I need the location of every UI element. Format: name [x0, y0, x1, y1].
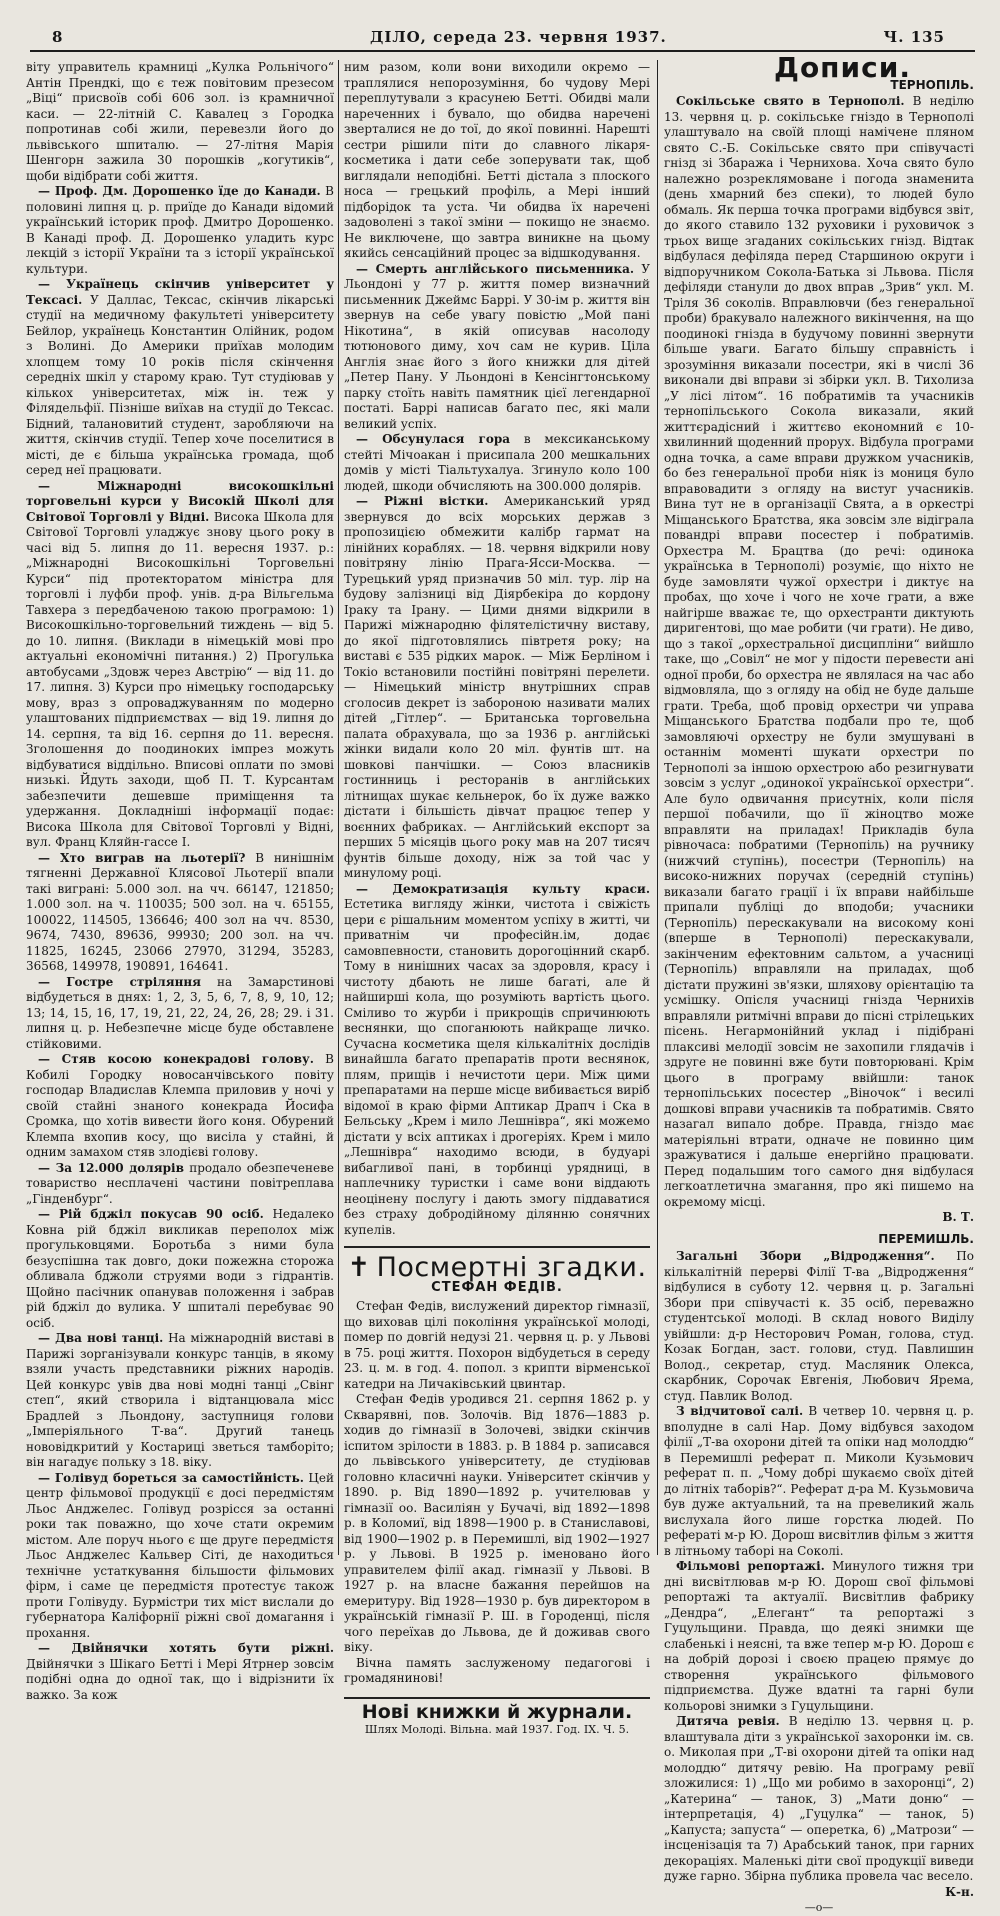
headline: Загальні Збори „Відродження“. — [676, 1249, 935, 1263]
headline: — Ріжні вістки. — [356, 494, 489, 508]
article-text: У Даллас, Тексас, скінчив лікарські студії на медичному факультеті університету Бейлор, українець Константин Олійник, родом з Волині. До Америки приїхав молодим хлопцем тому 10 років після скінчення середніх шкіл у старому краю. Тут студіював у кількох університетах, між ін. теж у Філядельфії. Пізніше виїхав на студії до Тексас. Бідний, талановитий студент, заробляючи на життя, скінчив студії. Тепер хоче поселитися в місті, де є більша українська громада, щоб серед неї працювати. — [26, 292, 334, 477]
headline: — Голівуд бореться за самостійність. — [38, 1470, 304, 1485]
news-item — [26, 1641, 334, 1703]
cross-icon: ✝ — [347, 1252, 371, 1283]
headline: — Міжнародні високошкільні торговельні курси у Високій Школі для Світової Торговлі у Відні. — [26, 478, 334, 524]
article-text: Висока Школа для Світової Торговлі уладжує знову цього року в часі від 5. липня до 11. вересня 1937. р.: „Міжнародні Високошкільні Торговельні Курси“ під протекторатом міністра для торговлі і луфби проф. унів. д-ра Вільгельма Тавхера з передбаченою такою програмою: 1) Високошкільно-торговельний тиждень — від 5. до 10. липня. (Виклади в німецькій мові про актуальні економічні питання.) 2) Прогулька автобусами „Здовж через Австрію“ — від 11. до 17. липня. 3) Курси про німецьку господарську мову, враз з опроваджуванням по модерно улаштованих підприємствах — від 19. липня до 14. серпня, та від 16. серпня до 11. вересня. Зголошення до поодиноких імпрез можуть відбуватися віддільно. Вписові оплати по змові низькі. Йдуть заходи, щоб П. Т. Курсантам забезпечити дешевше приміщення та удержання. Докладніші інформації подає: Висока Школа для Світової Торговлі у Відні, вул. Франц Кляйн-гассе І. — [26, 509, 334, 849]
article-text: Цей центр фільмової продукції є досі передмістям Льос Анджелес. Голівуд розрісся за останні роки так поважно, що хоче стати окремим містом. Але поруч нього є ще друге передмістя Льос Анджелес Кальвер Сіті, де находиться технічне устаткування більшости фільмових фірм, і саме це передмістя протестує також проти Голівуду. Бурмістри тих міст вислали до губернатора Каліфорнії ріжні свої домагання і прохання. — [26, 1470, 334, 1640]
masthead-date: ДІЛО, середа 23. червня 1937. — [370, 28, 667, 46]
article-text: віту управитель крамниці „Кулка Рольнічого“ Антін Прендкі, що є теж повітовим презесом „Віці“ присвоїв собі 606 зол. із крамничної каси. — 22-літній С. Кавалец з Городка попротинав собі жили, перевезли його до львівського шпиталю. — 27-літня Марія Шенгорн зажила 30 порошків „когутиків“, щоби відібрати собі життя. — [26, 60, 334, 183]
headline: — Українець скінчив університет у Тексасі. — [26, 277, 334, 307]
article-text: Минулого тижня три дні висвітлював м-р Ю. Дорош свої фільмові репортажі та актуалії. Висвітлив фабрику „Дендра“, „Елегант“ та репортажі з Гуцульщини. Правда, що деякі знимки ще слабенькі і неясні, та вже тепер м-р Ю. Дорош є на добрій дорозі і своєю працею прямує до створення українського фільмового підприємства. Дуже вдатні та гарні були кольорові знимки з Гуцульщини. — [664, 1559, 974, 1713]
news-item — [26, 1052, 334, 1161]
headline: Фільмові репортажі. — [676, 1559, 825, 1573]
headline: — Двійнячки хотять бути ріжні. — [38, 1641, 334, 1655]
article-text: Естетика вигляду жінки, чистота і свіжість цери є рішальним моментом успіху в житті, чи приватнім чи професійн.ім, додає самовпевности, становить дорогоцінний скарб. Тому в нинішних часах за здоровля, красу і чистоту дбають не лише багаті, але й найширші кола, що розуміють вартість цього. Сміливо то журби і прикрощів спричинюють веснянки, що споганюють найкраще личко. Сучасна косметика щеля кількалітніх дослідів винайшла багато препаратів проти веснянок, плям, прищів і нечистоти цери. Між цими препаратами на перше місце вибивається виріб відомої в краю фірми Аптикар Драпч і Ска в Бельську „Крем і мило Лешнівра“, які можемо дістати у всіх аптиках і дрогеріях. Крем і мило „Лешнівра“ находимо всюди, в будуарі вибагливої пані, в торбинці урядниці, в наплечнику туристки і саме вони віддають неоцінену послугу і дають змогу піддаватися без страху добродійному ділянню сонячних купелів. — [344, 897, 650, 1237]
news-item — [344, 882, 650, 1239]
headline: — Обсунулася гора — [356, 432, 511, 446]
news-item — [664, 1249, 974, 1404]
city-heading: ТЕРНОПІЛЬ. — [890, 78, 974, 92]
author-signature: В. Т. — [942, 1210, 974, 1224]
news-item — [664, 1404, 974, 1559]
headline: — Проф. Дм. Дорошенко їде до Канади. — [38, 184, 321, 198]
headline: З відчитової салі. — [676, 1404, 804, 1418]
headline: — Хто виграв на льотерії? — [38, 850, 246, 865]
article-text: На міжнародній виставі в Парижі зорганізували конкурс танців, в якому взяли участь представники ріжних народів. Цей конкурс увів два нові модні танці „Свінг степ“, який створила і відтанцювала місс Брадлей з Льондону, заступниця голови „Імперіяльного Т-ва“. Другий танець нововідкритий у Костариці зветься тамборіто; він нагадує польку з 18. віку. — [26, 1331, 334, 1469]
article-text: продало обезпеченеве товариство несплачені частини повітреплава „Гінденбург“. — [26, 1160, 334, 1206]
news-item — [664, 1714, 974, 1885]
article-text: В половині липня ц. р. приїде до Канади відомий український історик проф. Дмитро Дорошенко. В Канаді проф. Д. Дорошенко уладить курс лекцій з історії України та з історії української культури. — [26, 184, 334, 276]
news-item — [26, 1331, 334, 1471]
news-item — [344, 262, 650, 433]
article-text: Двійнячки з Шікаго Бетті і Мері Ятрнер зовсім подібні одна до одної так, що і відрізнити їх важко. За кож — [26, 1656, 334, 1702]
correspondence-title: Дописи. — [774, 51, 911, 84]
news-item — [344, 494, 650, 882]
news-item — [26, 1471, 334, 1642]
obituary-title-text: Посмертні згадки. — [376, 1252, 647, 1283]
news-item — [26, 184, 334, 277]
obituary-name: СТЕФАН ФЕДІВ. — [431, 1279, 563, 1295]
books-section-title: Нові книжки й журнали. — [344, 1697, 650, 1721]
article-text: У Льондоні у 77 р. життя помер визначний письменник Джеймс Баррі. У 30-ім р. життя він звернув на себе увагу повістю „Мой пані Нікотина“, в якій описував насолоду тютюнового диму, хоч сам не курив. Ціла Англія знає його з його книжки для дітей „Петер Пану. У Льондоні в Кенсінгтонському парку стоїть навіть памятник цієї легендарної постаті. Баррі написав багато пес, які мали великий успіх. — [344, 261, 650, 431]
article-text: ним разом, коли вони виходили окремо — траплялися непорозуміння, бо чудову Мері переплутували з красунею Бетті. Обидві мали нареченних і бувало, що обидва наречені зверталися не до тої, до якої повинні. Нарешті сестри рішили піти до славного лікаря-косметика і дати себе зоперувати так, щоб виглядали неподібні. Беттi дістала з плоского носа — грецький профіль, а Мері інший підборідок та уста. Чи обидва їх наречені задоволені з такої зміни — покищо не знаємо. Не виключене, що завтра виникне на цьому якийсь сенсаційний процес за відшкодування. — [344, 60, 650, 260]
column-1 — [26, 60, 334, 1702]
article-text: В неділю 13. червня ц. р. сокільське гніздо в Тернополі улаштувало на своїй площі намічене пляном свято С.-Б. Сокільське свято при співучасті гнізд зі Збаража і Чернихова. Хоча свято було належно розреклямоване і погода знаменита (день хмарний без спеки), то людей було обмаль. Як перша точка програми відбувся звіт, до якого ставило 132 руховики і руховичок з трьох вище згаданих сокільських гнізд. Відтак відбулася дефіляда перед Старшиною округи і відпоручником Сокола-Батька зі Львова. Після дефіляди станули до двох вправ „Зрив“ укл. М. Тріля 36 соколів. Вправлювчи (без генеральної проби) бракувало належного викінчення, на що поодинокі гнізда в будучому повинні звернути більше уваги. Багато більшу справність і зрозуміння виказали посестри, які в числі 36 виконали дві вправи зі збірки укл. В. Тихолиза „У лісі літом“. 16 побратимів та учасників тернопільського Сокола виказали, який життєрадісний і життєво економний є 10-хвилинний щоденний прорух. Відбула програми одна точка, а саме вправи дружком учасників, бо без генеральної проби ніяк із мониця було вправовадити з огляду на вистуг учасників. Вина тут не в організації Свята, а в оркестрі Міщанського Братства, яка зовсім зле відіграла повандрі вправи посестер і побратимів. Орхестра М. Брацтва (до речі: одинока українська в Тернополі) розуміє, що ніхто не буде замовляти чужої орхестри і диктує на пробах, що хоче і чого не хоче грати, а вже найгірше вважає те, що орхестранти диктують диригентові, що мае робити (чи грати). Не диво, що з такої „орхестральної дисципліни“ вийшло таке, що „Совіл“ не мог у підости перевести ані одної проби, бо орхестра не являлася на час або відмовляла, що з огляду на обід не буде дальше грати. Треба, щоб провід орхестри чи управа Міщанського Братства подбали про те, щоб замовляючі орхестру не були змушувані в останнім моменті шукати орхестри по Тернополі за іншою орхестрою або резигнувати зовсім з услуг „одинокої української орхестри“. Але було одвичання присутніх, коли після першої побачили, що її жіноцтво може вправляти на приладах! Прикладів була рівночаса: побратими (Тернопіль) на ручнику (нижчий ступінь), посестри (Тернопіль) на високо-нижних поручах (середній ступінь) виказали багато грації і їх вправи найбільше припали публіці до вподоби; учасники (Тернопіль) перескакували на високому коні (вперше в Тернополі) перескакували, закінченим ефектовним сальтом, а учасниці (Тернопіль) вправляли на приладах, щоб дістати пружині зв'язки, шляхову орієнтацію та усмішку. Опісля учасниці гнізда Чернихів вправляли ритмічні вправи до пісні стрілецьких пісень. Негармонійний уклад і підібрані плаксиві мелодії зовсім не захопили глядачів і здруге не повинні вже бути повторювані. Крім цього в програму ввійшли: танок тернопільських посестер „Віночок“ і весилі дошкові вправи учасників та побратимів. Свято назагал випало добре. Правда, гніздо має матеріяльні втрати, одначе не повинно цим зражуватися і дальше енергійно працювати. Перед подальшим того самого дня відбулася легкоатлетична змагання, про які пишемо на окремому місці. — [664, 94, 974, 1209]
page-number: 8 — [52, 28, 64, 46]
headline: — Смерть англійського письменника. — [356, 261, 635, 276]
article-text: По кількалітній перерві Філії Т-ва „Відродження“ відбулися в суботу 12. червня ц. р. Загальні Збори при співучасті к. 35 осіб, переважно студентської молоді. В склад нового Виділу увійшли: д-р Несторович Роман, голова, студ. Козак Богдан, заст. голови, студ. Павлишин Волод., секретар, студ. Масляник Олекса, скарбник, Сорочак Евгенія, Любович Ярема, студ. Павлик Волод. — [664, 1249, 974, 1403]
article-text: Американський уряд звернувся до всіх морських держав з пропозицією обмежити калібр гармат на лінійних кораблях. — 18. червня відкрили нову повітряну лінію Прага-Ясси-Москва. — Турецький уряд призначив 50 міл. тур. лір на будову залізниці від Діярбекіра до кордону Іраку та Ірану. — Цими днями відкрили в Парижі міжнародню філятелістичну виставу, до якої підготовлялись півтретя року; на виставі є 535 рідких марок. — Між Берліном і Токіо встановили постійні повітряні перелети. — Німецький міністр внутрішних справ сголосив декрет із забороною називати малих дітей „Гітлер“. — Британська торговельна палата обрахувала, що за 1936 р. англійські жінки видали коло 20 міл. фунтів шт. на шовкові панчішки. — Союз власників гостинниць і ресторанів в англійських літнищах шукає кельнерок, бо їх дуже важко дістати і більшість дівчат працює тепер у воєнних фабриках. — Англійський експорт за перших 5 місяців цього року мав на 207 тисяч фунтів більше доходу, ніж за той час у минулому році. — [344, 494, 650, 880]
news-item — [664, 94, 974, 1210]
news-item — [26, 277, 334, 479]
headline: — Два нові танці. — [38, 1331, 164, 1345]
news-item — [26, 975, 334, 1053]
headline: — За 12.000 долярів — [38, 1160, 184, 1175]
headline: — Стяв косою конекрадові голову. — [38, 1052, 314, 1066]
news-item — [26, 1161, 334, 1208]
author-signature: К-н. — [945, 1884, 974, 1899]
news-item — [664, 1559, 974, 1714]
obituary-text: Стефан Федів уродився 21. серпня 1862 р. у Скварявні, пов. Золочів. Від 1876—1883 р. ходив до гімназії в Золочеві, звідки скінчив іспитом зрілости в 1883. р. В 1884 р. записався до львівського університету, де студіював головно класичні науки. Університет скінчив у 1890. р. Від 1890—1892 р. учителював у гімназії оо. Василіян у Бучачі, від 1892—1898 р. в Коломиї, від 1898—1900 р. в Станиславові, від 1900—1902 р. в Перемишлі, від 1902—1927 р. у Львові. В 1925 р. іменовано його управителем філії акад. гімназії у Львові. В 1927 р. на власне бажання перейшов на емеритуру. Від 1928—1930 р. був директором в українській гімназії Р. Ш. в Городенці, після чого переїхав до Львова, де й доживав свого віку. — [344, 1392, 650, 1654]
section-divider — [344, 1246, 650, 1248]
headline: Дитяча ревія. — [676, 1714, 780, 1728]
city-heading: ПЕРЕМИШЛЬ. — [878, 1231, 974, 1246]
column-divider-2 — [657, 60, 658, 1555]
headline: — Рій бджіл покусав 90 осіб. — [38, 1207, 264, 1221]
column-3 — [664, 51, 974, 1914]
article-text: В нинішнім тягненні Державної Клясової Льотерії впали такі виграні: 5.000 зол. на чч. 66147, 121850; 1.000 зол. на ч. 110035; 500 зол. на ч. 65155, 100022, 114505, 136646; 400 зол на чч. 8530, 9674, 7430, 89636, 99930; 200 зол. на чч. 11825, 16245, 23066 27970, 31294, 35283, 36568, 149978, 190891, 164641. — [26, 850, 334, 973]
news-item — [26, 851, 334, 975]
headline: Сокільське свято в Тернополі. — [676, 94, 905, 108]
article-text: В Кобилі Городку новосанчівського повіту господар Владислав Клемпа приловив у ночі у своїй стайні знаного конекрада Йосифа Сромка, що хотів вивести його коня. Обурений Клемпа вхопив косу, що висіла у стайні, й одним замахом стяв злодієві голову. — [26, 1052, 334, 1159]
obituary-text: Стефан Федів, вислужений директор гімназії, що виховав цілі покоління української молоді, помер по довгій недузі 21. червня ц. р. у Львові в 75. році життя. Похорон відбудеться в середу 23. ц. м. в год. 4. попол. з крипти вірменської катедри на Личаківський цвинтар. — [344, 1299, 650, 1391]
news-item — [26, 479, 334, 851]
issue-number: Ч. 135 — [883, 28, 945, 46]
end-mark: —о— — [804, 1901, 834, 1914]
article-text: В четвер 10. червня ц. р. вполудне в салі Нар. Дому відбувся заходом філії „Т-ва охорони дітей та опіки над молоддю“ в Перемишлі реферат п. Миколи Кузьмович реферат п. п. „Чому добрі шукаємо своїх дітей до літніх таборів?“. Реферат д-ра М. Кузьмовича був дуже актуальний, та на превеликий жаль вислухала його лише горстка людей. По рефераті м-р Ю. Дорош висвітлив фільм з життя в літньому таборі на Соколі. — [664, 1404, 974, 1558]
article-text: Недалеко Ковна рій бджіл викликав переполох між прогульковцями. Боротьба з ними була безуспішна так довго, доки пожежна сторожа обливала бджоли струями води з гідрантів. Щойно пасічник опанував положення і забрав рій бджіл до вулика. У шпиталі перебуває 90 осіб. — [26, 1207, 334, 1330]
headline: — Гостре стріляння — [38, 974, 202, 989]
news-item — [344, 432, 650, 494]
headline: — Демократизація культу краси. — [356, 881, 650, 896]
correspondence-header — [664, 51, 974, 94]
obituary-text: Вічна память заслуженому педагогові і громадянинові! — [344, 1655, 650, 1685]
article-text: В неділю 13. червня ц. р. влаштувала діти з української захоронки ім. св. о. Миколая при „Т-ві охорони дітей та опіки над молоддю“ дитячу ревію. На програму ревії зложилися: 1) „Що ми робимо в захоронці“, 2) „Катерина“ — танок, 3) „Мати доню“ — інтерпретація, 4) „Гуцулка“ — танок, 5) „Капуста; запуста“ — оперетка, 6) „Матрози“ — інсценізація та 7) Арабський танок, при гарних декораціях. Маленькі діти свої продукції виведи дуже гарно. Збірна публика провела час весело. — [664, 1714, 974, 1883]
column-2 — [344, 60, 650, 1736]
article-text: в мексиканському стейті Мічоакан і присипала 200 мешкальних домів у місті Тіальтухалуа. Згинуло коло 100 людей, шкоди обчисляють на 300.000 долярів. — [344, 432, 650, 493]
books-entry: Шлях Молоді. Вільна. май 1937. Год. IX. Ч. 5. — [364, 1723, 630, 1736]
page-header — [30, 24, 975, 52]
column-divider-1 — [338, 60, 339, 1555]
obituary-section-title — [344, 1252, 650, 1283]
article-text: на Замарстинові відбудеться в днях: 1, 2, 3, 5, 6, 7, 8, 9, 10, 12; 13; 14, 15, 16, 17, 19, 21, 22, 24, 26, 28; 29. і 31. липня ц. р. Небезпечне місце буде обставлене стійковими. — [26, 974, 334, 1051]
news-item — [26, 1207, 334, 1331]
